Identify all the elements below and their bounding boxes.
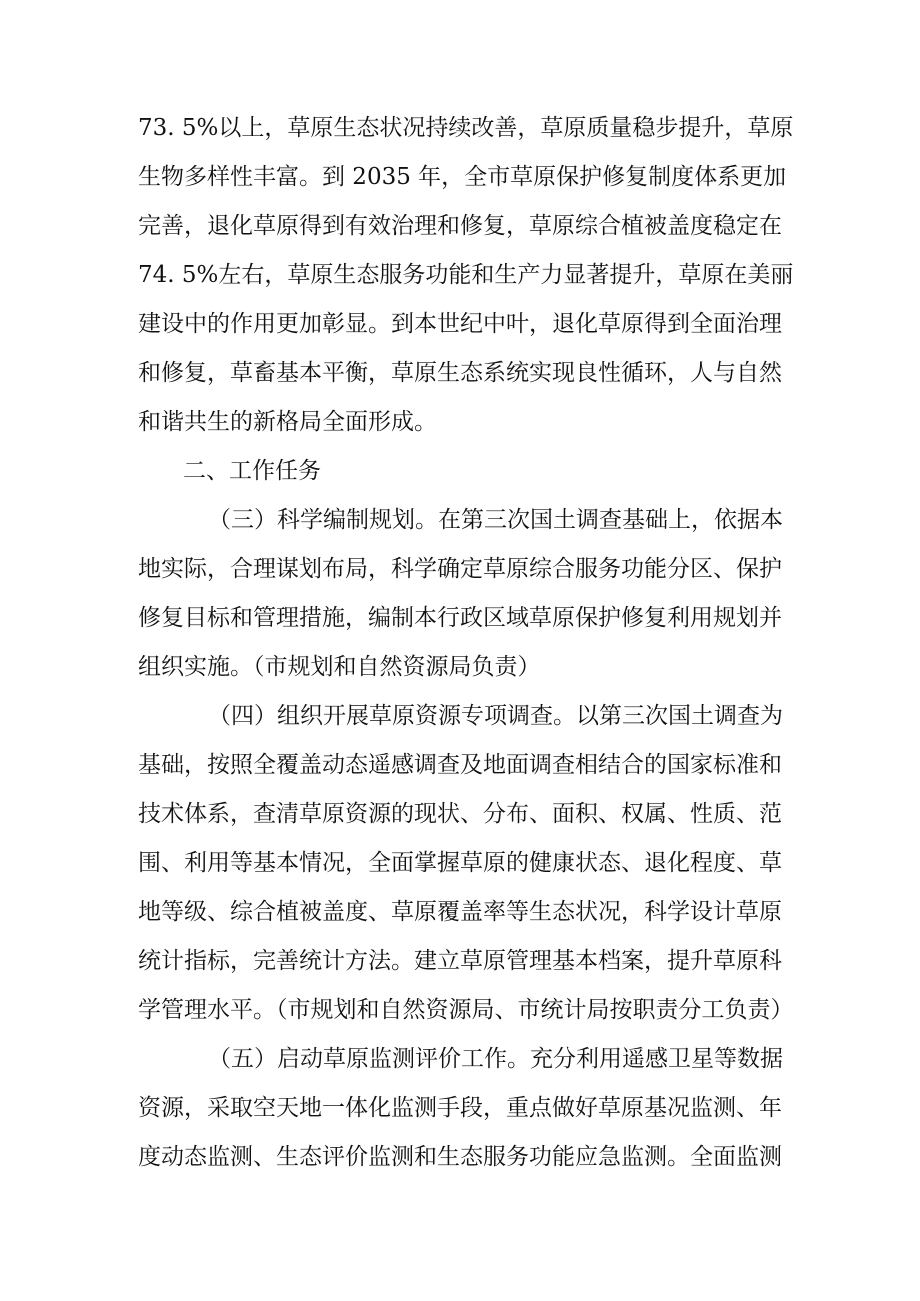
paragraph-line: 建设中的作用更加彰显。到本世纪中叶，退化草原得到全面治理 [138,311,782,337]
paragraph-line: 技术体系，查清草原资源的现状、分布、面积、权属、性质、范 [138,801,782,827]
paragraph-line: （四）组织开展草原资源专项调查。以第三次国土调查为 [208,703,783,729]
paragraph-line: 74. 5%左右，草原生态服务功能和生产力显著提升，草原在美丽 [138,262,794,288]
paragraph-line: 围、利用等基本情况，全面掌握草原的健康状态、退化程度、草 [138,850,782,876]
paragraph-line: 和修复，草畜基本平衡，草原生态系统实现良性循环，人与自然 [138,360,782,386]
paragraph-line: 统计指标，完善统计方法。建立草原管理基本档案，提升草原科 [138,948,782,974]
paragraph-line: 73. 5%以上，草原生态状况持续改善，草原质量稳步提升，草原 [138,115,794,141]
paragraph-line: 组织实施。（市规划和自然资源局负责） [138,654,541,680]
section-heading: 二、工作任务 [183,458,321,484]
paragraph-line: （五）启动草原监测评价工作。充分利用遥感卫星等数据 [208,1046,783,1072]
paragraph-line: 地等级、综合植被盖度、草原覆盖率等生态状况，科学设计草原 [138,899,782,925]
paragraph-line: 和谐共生的新格局全面形成。 [138,409,437,435]
paragraph-line: 地实际，合理谋划布局，科学确定草原综合服务功能分区、保护 [138,556,782,582]
paragraph-line: 资源，采取空天地一体化监测手段，重点做好草原基况监测、年 [138,1095,782,1121]
paragraph-line: 学管理水平。（市规划和自然资源局、市统计局按职责分工负责） [138,997,794,1023]
paragraph-line: 完善，退化草原得到有效治理和修复，草原综合植被盖度稳定在 [138,213,782,239]
paragraph-line: 生物多样性丰富。到 2035 年，全市草原保护修复制度体系更加 [138,164,787,190]
paragraph-line: 修复目标和管理措施，编制本行政区域草原保护修复利用规划并 [138,605,782,631]
paragraph-line: 度动态监测、生态评价监测和生态服务功能应急监测。全面监测 [138,1144,782,1170]
paragraph-line: （三）科学编制规划。在第三次国土调查基础上，依据本 [208,507,783,533]
paragraph-line: 基础，按照全覆盖动态遥感调查及地面调查相结合的国家标准和 [138,752,782,778]
